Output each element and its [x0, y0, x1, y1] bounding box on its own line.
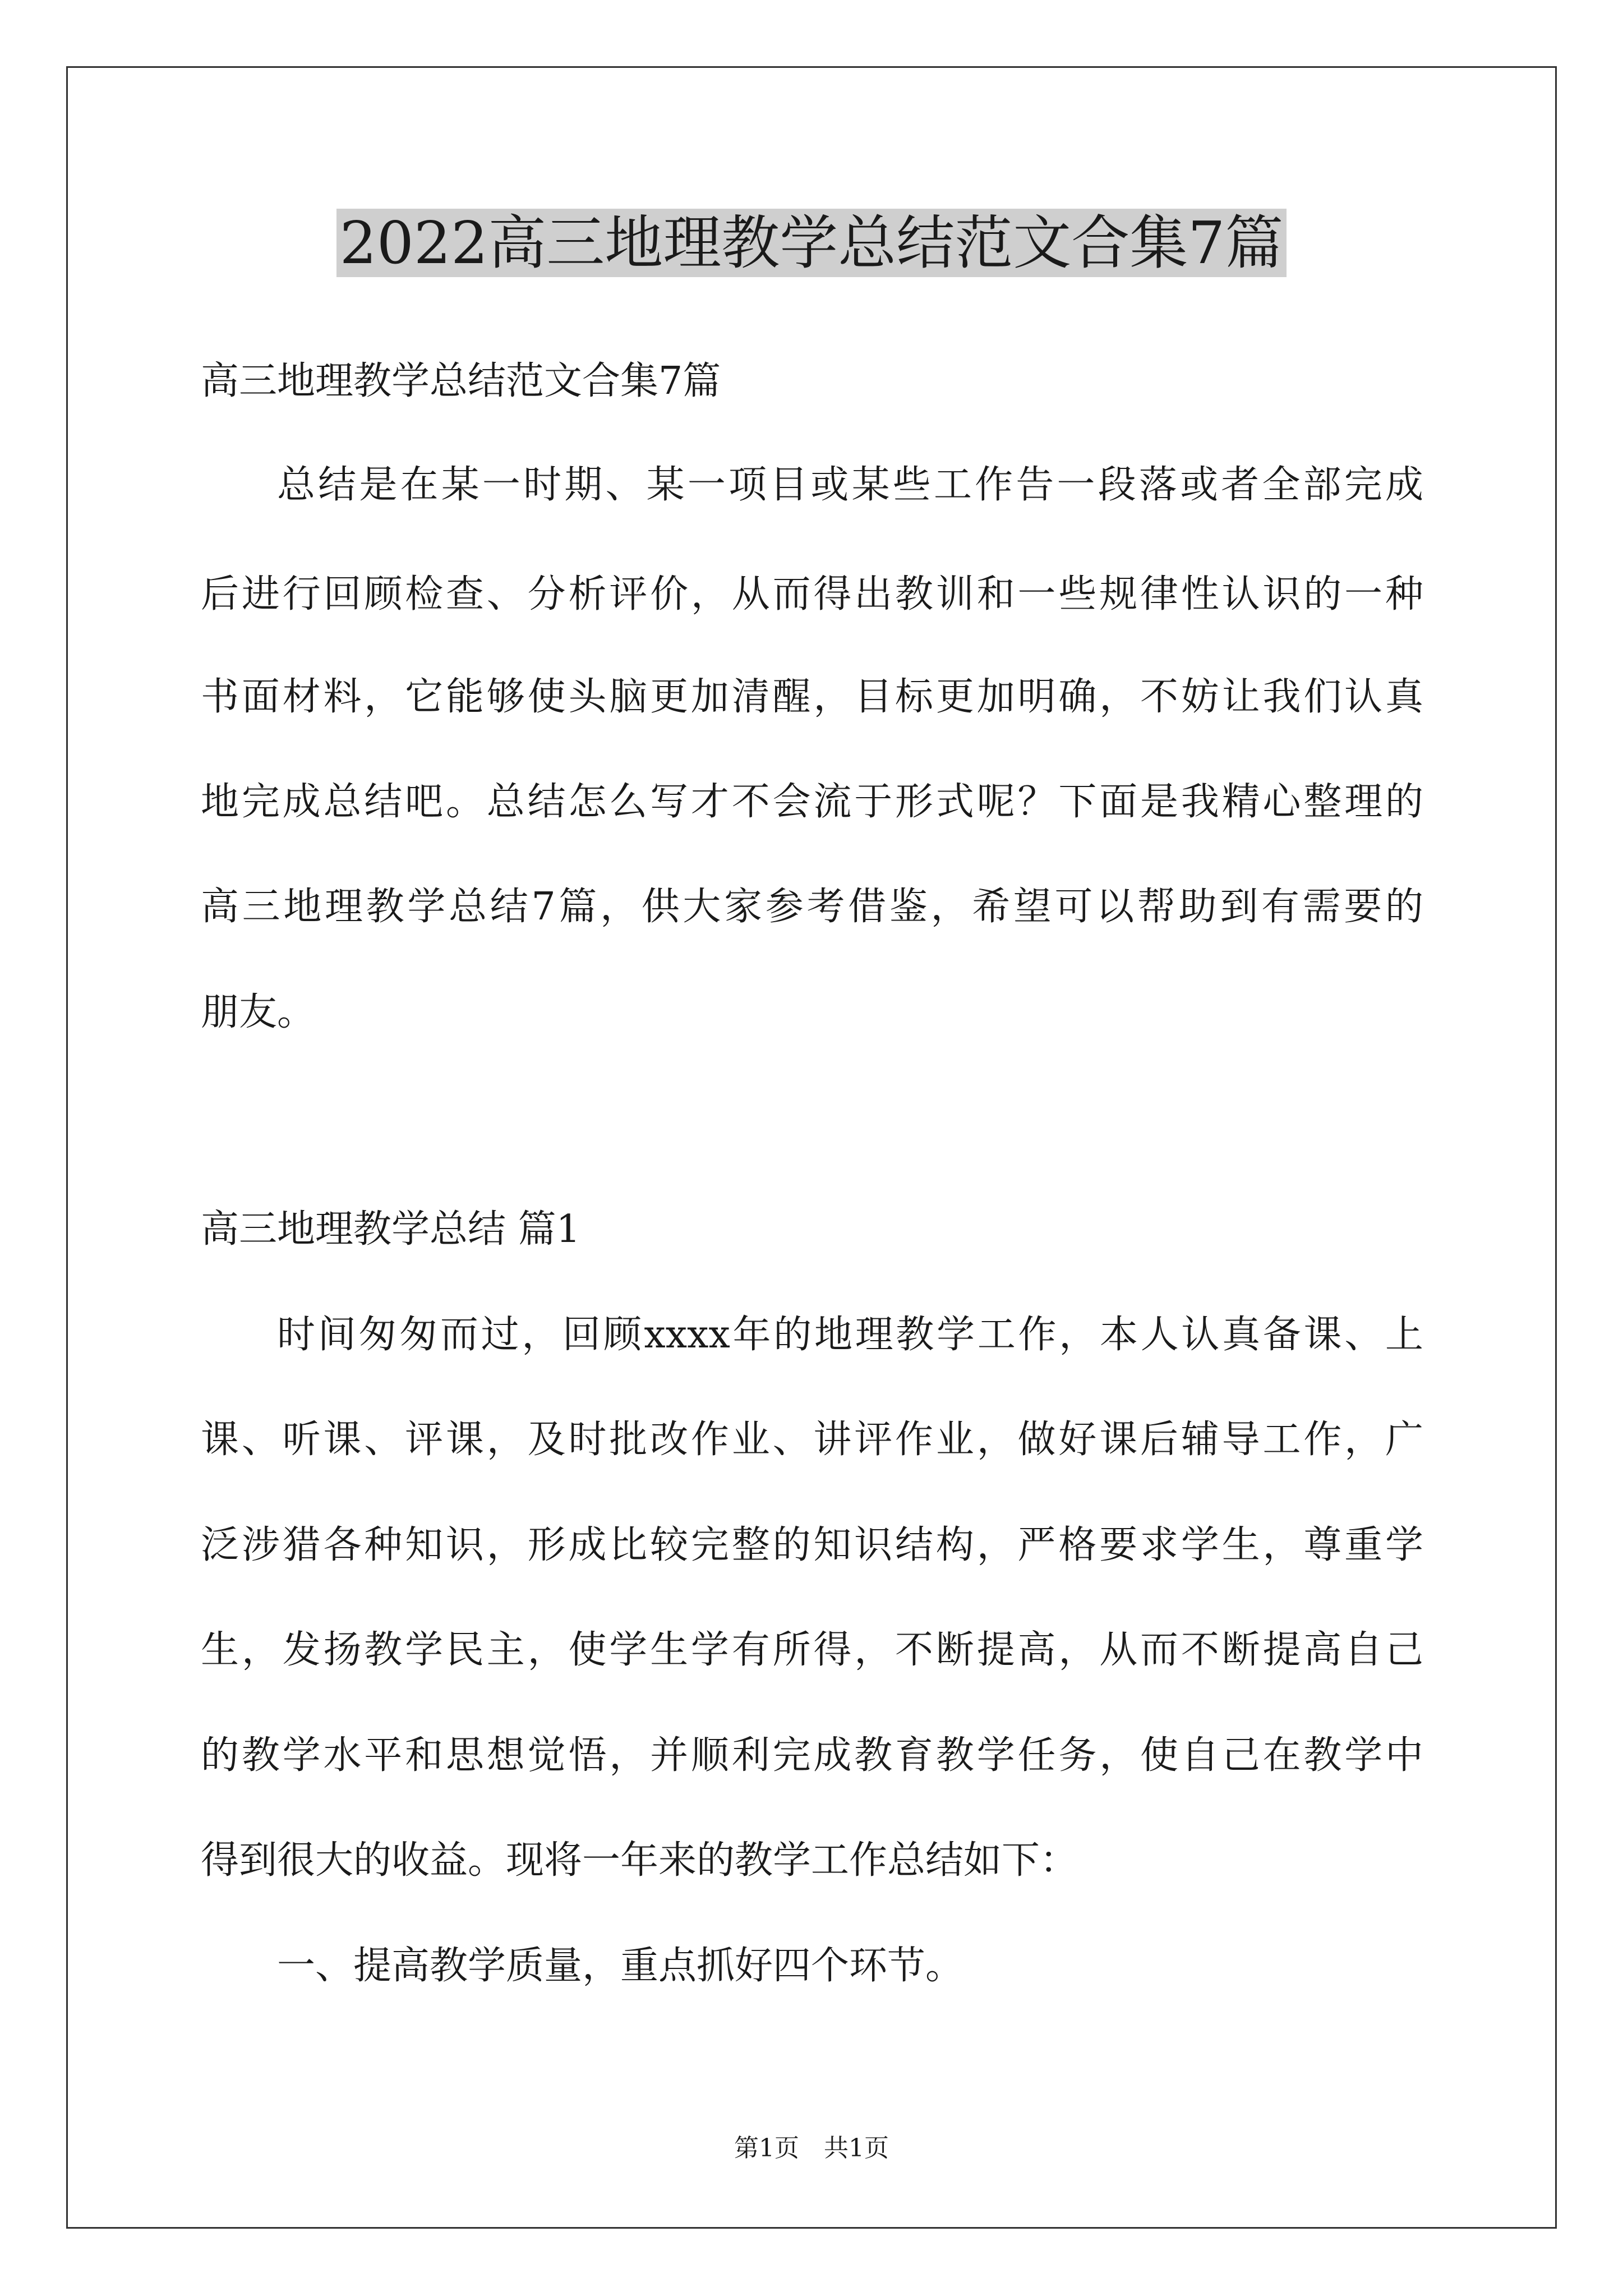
intro-line-4: 地完成总结吧。总结怎么写才不会流于形式呢？下面是我精心整理的	[201, 780, 1423, 824]
section1-line-6: 得到很大的收益。现将一年来的教学工作总结如下：	[201, 1838, 1078, 1883]
document-title	[0, 201, 1623, 285]
intro-line-1: 总结是在某一时期、某一项目或某些工作告一段落或者全部完成	[277, 463, 1423, 507]
intro-line-2: 后进行回顾检查、分析评价，从而得出教训和一些规律性认识的一种	[201, 572, 1423, 616]
section1-line-1: 时间匆匆而过，回顾xxxx年的地理教学工作，本人认真备课、上	[277, 1313, 1423, 1357]
section1-heading: 高三地理教学总结 篇1	[201, 1207, 580, 1251]
intro-line-3: 书面材料，它能够使头脑更加清醒，目标更加明确，不妨让我们认真	[201, 675, 1423, 719]
document-title-text: 2022高三地理教学总结范文合集7篇	[336, 209, 1287, 277]
intro-line-5: 高三地理教学总结7篇，供大家参考借鉴，希望可以帮助到有需要的	[201, 885, 1423, 929]
section1-line-5: 的教学水平和思想觉悟，并顺利完成教育教学任务，使自己在教学中	[201, 1733, 1423, 1778]
document-subtitle: 高三地理教学总结范文合集7篇	[201, 359, 721, 403]
section1-line-2: 课、听课、评课，及时批改作业、讲评作业，做好课后辅导工作，广	[201, 1418, 1423, 1462]
page-footer: 第1页 共1页	[734, 2134, 889, 2162]
intro-line-6: 朋友。	[201, 990, 316, 1034]
point-1: 一、提高教学质量，重点抓好四个环节。	[277, 1944, 964, 1988]
section1-line-3: 泛涉猎各种知识，形成比较完整的知识结构，严格要求学生，尊重学	[201, 1523, 1423, 1567]
section1-line-4: 生，发扬教学民主，使学生学有所得，不断提高，从而不断提高自己	[201, 1628, 1423, 1672]
